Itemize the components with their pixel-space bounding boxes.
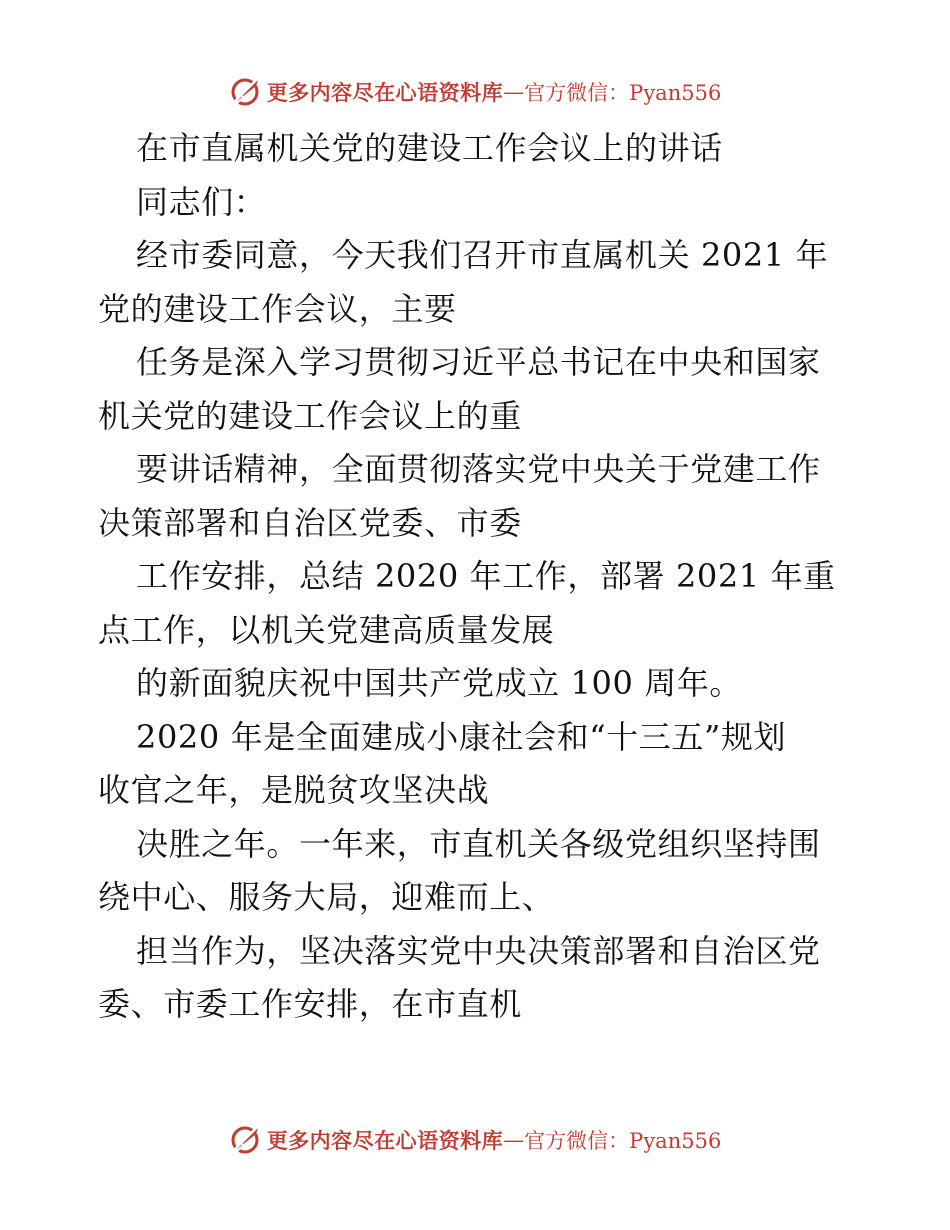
banner-contact: 官方微信：Pyan556: [524, 1129, 722, 1153]
text-line: 收官之年，是脱贫攻坚决战: [98, 771, 490, 809]
text-line: 工作安排，总结 2020 年工作，部署 2021 年重: [136, 557, 836, 595]
banner-text: 更多内容尽在心语资料库: [266, 80, 504, 105]
text-line: 同志们：: [136, 182, 267, 221]
text-line: 经市委同意，今天我们召开市直属机关 2021 年: [136, 236, 829, 274]
text-line: 担当作为，坚决落实党中央决策部署和自治区党: [136, 931, 821, 970]
pen-logo-icon: [229, 75, 263, 109]
text-line: 任务是深入学习贯彻习近平总书记在中央和国家: [136, 343, 821, 381]
text-line: 决策部署和自治区党委、市委: [98, 503, 522, 542]
banner-contact: 官方微信：Pyan556: [524, 81, 722, 105]
document-body: [98, 122, 858, 1032]
footer-banner: [0, 1120, 950, 1160]
text-line: 在市直属机关党的建设工作会议上的讲话: [136, 129, 723, 167]
banner-separator: —: [503, 80, 525, 104]
text-line: 绕中心、服务大局，迎难而上、: [98, 878, 555, 916]
banner-text: 更多内容尽在心语资料库: [266, 1128, 504, 1153]
text-line: 点工作，以机关党建高质量发展: [98, 610, 555, 649]
text-line: 2020 年是全面建成小康社会和“十三五”规划: [136, 717, 787, 756]
text-line: 党的建设工作会议，主要: [98, 289, 457, 328]
text-line: 决胜之年。一年来，市直机关各级党组织坚持围: [136, 824, 821, 863]
banner-separator: —: [503, 1128, 525, 1152]
text-line: 委、市委工作安排，在市直机: [98, 985, 522, 1023]
header-banner: [0, 72, 950, 112]
text-line: 要讲话精神，全面贯彻落实党中央关于党建工作: [136, 450, 821, 488]
pen-logo-icon: [229, 1123, 263, 1157]
text-line: 的新面貌庆祝中国共产党成立 100 周年。: [136, 664, 743, 702]
text-line: 机关党的建设工作会议上的重: [98, 396, 522, 435]
